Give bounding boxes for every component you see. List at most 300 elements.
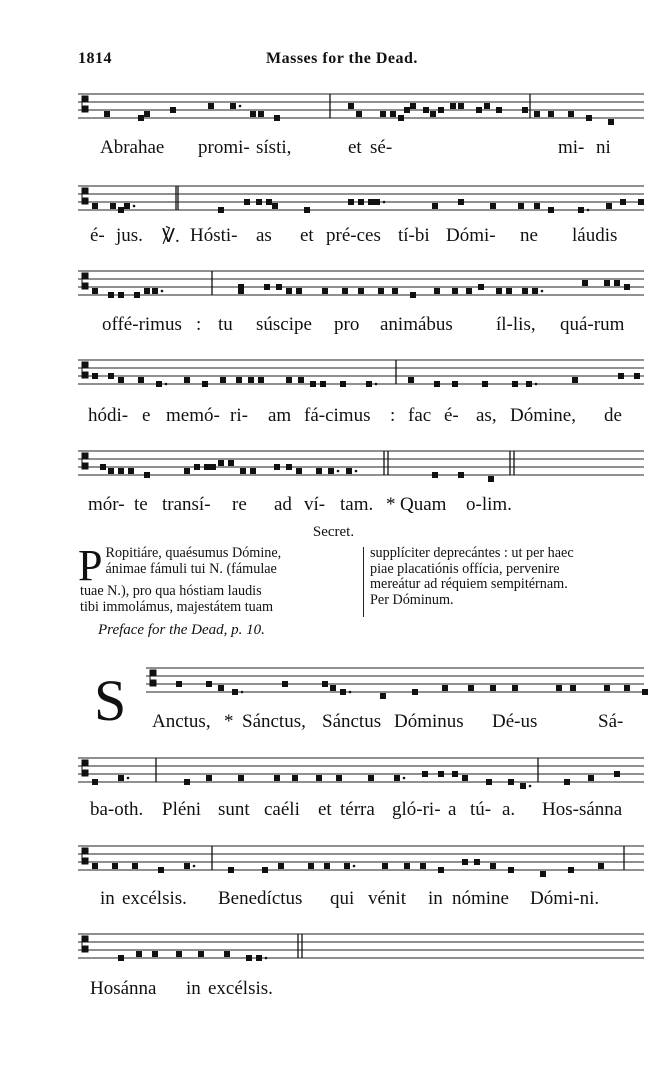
syllable: ni bbox=[596, 137, 611, 158]
syllable: Anctus, bbox=[152, 711, 211, 732]
syllable: memó- bbox=[166, 405, 220, 426]
neume bbox=[144, 111, 150, 117]
mora-dot bbox=[239, 105, 242, 108]
neume bbox=[578, 207, 584, 213]
neume bbox=[340, 381, 346, 387]
neume bbox=[548, 207, 554, 213]
neume bbox=[412, 689, 418, 695]
neume bbox=[404, 107, 410, 113]
neume bbox=[404, 863, 410, 869]
neume bbox=[638, 199, 644, 205]
syllable: é- bbox=[444, 405, 459, 426]
staff-svg bbox=[78, 352, 644, 392]
neume bbox=[540, 871, 546, 877]
neume bbox=[438, 107, 444, 113]
neume bbox=[564, 779, 570, 785]
neume bbox=[394, 775, 400, 781]
syllable: o-lim. bbox=[466, 494, 512, 515]
neume bbox=[478, 284, 484, 290]
neume bbox=[380, 693, 386, 699]
neume bbox=[474, 859, 480, 865]
neume bbox=[262, 867, 268, 873]
neume bbox=[176, 951, 182, 957]
neume bbox=[100, 464, 106, 470]
neume bbox=[486, 779, 492, 785]
syllable: offé-rimus bbox=[102, 314, 182, 335]
neume bbox=[634, 373, 640, 379]
neume bbox=[218, 460, 224, 466]
text-line: Ropitiáre, quaésumus Dómine, bbox=[105, 545, 282, 561]
neume bbox=[430, 111, 436, 117]
staff-1 bbox=[78, 86, 644, 126]
neume bbox=[356, 111, 362, 117]
staff-svg bbox=[146, 660, 644, 700]
syllable: tam. bbox=[340, 494, 374, 515]
neume bbox=[304, 207, 310, 213]
syllable: de bbox=[604, 405, 622, 426]
neume bbox=[206, 681, 212, 687]
neume bbox=[92, 373, 98, 379]
neume bbox=[382, 863, 388, 869]
neume bbox=[322, 681, 328, 687]
syllable: térra bbox=[340, 799, 375, 820]
neume bbox=[508, 779, 514, 785]
neume bbox=[512, 381, 518, 387]
staff-svg bbox=[78, 178, 644, 218]
neume bbox=[522, 107, 528, 113]
syllable: é- bbox=[90, 225, 105, 246]
neume bbox=[476, 107, 482, 113]
neume bbox=[496, 288, 502, 294]
neume bbox=[296, 288, 302, 294]
neume bbox=[322, 288, 328, 294]
neume bbox=[320, 381, 326, 387]
neume bbox=[598, 863, 604, 869]
neume bbox=[136, 951, 142, 957]
mora-dot bbox=[529, 785, 532, 788]
syllable: excélsis. bbox=[122, 888, 187, 909]
staff-8 bbox=[78, 838, 644, 878]
neume bbox=[496, 107, 502, 113]
syllable: in bbox=[428, 888, 443, 909]
neume bbox=[124, 203, 130, 209]
syllable: promi- bbox=[198, 137, 250, 158]
secret-left-column bbox=[78, 541, 360, 615]
neume bbox=[434, 288, 440, 294]
neume bbox=[422, 771, 428, 777]
neume bbox=[272, 203, 278, 209]
neume bbox=[380, 111, 386, 117]
neume bbox=[316, 775, 322, 781]
neume bbox=[138, 115, 144, 121]
syllable: Sánctus, bbox=[242, 711, 306, 732]
neume bbox=[286, 377, 292, 383]
neume bbox=[348, 103, 354, 109]
syllable: Dé-us bbox=[492, 711, 538, 732]
neume bbox=[408, 377, 414, 383]
syllable: quá-rum bbox=[560, 314, 625, 335]
neume bbox=[112, 863, 118, 869]
neume bbox=[336, 775, 342, 781]
neume bbox=[438, 771, 444, 777]
secret-heading: Secret. bbox=[312, 524, 355, 540]
mora-dot bbox=[355, 470, 358, 473]
neume bbox=[458, 472, 464, 478]
syllable: in bbox=[186, 978, 201, 999]
neume bbox=[432, 203, 438, 209]
drop-cap: P bbox=[78, 541, 103, 590]
syllable: animábus bbox=[380, 314, 453, 335]
neume bbox=[236, 377, 242, 383]
neume bbox=[258, 377, 264, 383]
neume bbox=[624, 284, 630, 290]
neume bbox=[410, 103, 416, 109]
neume bbox=[158, 867, 164, 873]
neume bbox=[184, 863, 190, 869]
neume bbox=[452, 771, 458, 777]
mora-dot bbox=[375, 383, 378, 386]
neume bbox=[466, 288, 472, 294]
neume bbox=[244, 199, 250, 205]
syllable: nómine bbox=[452, 888, 509, 909]
neume bbox=[568, 867, 574, 873]
neume bbox=[248, 377, 254, 383]
text-line: tuae N.), pro qua hóstiam laudis bbox=[80, 583, 262, 599]
neume bbox=[256, 955, 262, 961]
mora-dot bbox=[535, 383, 538, 386]
syllable: Quam bbox=[400, 494, 447, 515]
syllable: et bbox=[300, 225, 314, 246]
clef-icon bbox=[82, 848, 88, 864]
neume bbox=[276, 284, 282, 290]
neume bbox=[608, 119, 614, 125]
neume bbox=[328, 468, 334, 474]
neume bbox=[348, 199, 354, 205]
neume bbox=[490, 685, 496, 691]
syllable: : bbox=[390, 405, 396, 426]
syllable: sé- bbox=[370, 137, 393, 158]
neume bbox=[258, 111, 264, 117]
syllable: tu bbox=[218, 314, 233, 335]
clef-icon bbox=[150, 670, 156, 686]
neume bbox=[522, 288, 528, 294]
neume bbox=[606, 203, 612, 209]
neume bbox=[378, 288, 384, 294]
staff-svg bbox=[78, 443, 644, 483]
neume bbox=[274, 464, 280, 470]
neume bbox=[346, 468, 352, 474]
syllable: Sánctus bbox=[322, 711, 382, 732]
syllable: Dóminus bbox=[394, 711, 464, 732]
syllable: ba-oth. bbox=[90, 799, 144, 820]
neume bbox=[152, 951, 158, 957]
neume bbox=[604, 280, 610, 286]
syllable: * bbox=[224, 711, 234, 732]
syllable: vénit bbox=[368, 888, 406, 909]
preface-note: Preface for the Dead, p. 10. bbox=[98, 622, 265, 638]
staff-7 bbox=[78, 750, 644, 790]
neume bbox=[118, 468, 124, 474]
neume bbox=[206, 775, 212, 781]
syllable: Hos-sánna bbox=[542, 799, 623, 820]
neume bbox=[438, 867, 444, 873]
neume bbox=[614, 771, 620, 777]
neume bbox=[228, 867, 234, 873]
syllable: gló-ri- bbox=[392, 799, 441, 820]
neume bbox=[198, 951, 204, 957]
text-line: piae placatiónis offícia, pervenire bbox=[370, 560, 560, 577]
syllable: re bbox=[232, 494, 247, 515]
mora-dot bbox=[349, 691, 352, 694]
neume bbox=[358, 288, 364, 294]
neume bbox=[358, 199, 364, 205]
neume bbox=[614, 280, 620, 286]
neume bbox=[624, 685, 630, 691]
neume bbox=[452, 288, 458, 294]
syllable: pro bbox=[334, 314, 360, 335]
neume bbox=[490, 203, 496, 209]
neume bbox=[246, 955, 252, 961]
neume bbox=[210, 464, 216, 470]
syllable: sísti, bbox=[256, 137, 292, 158]
neume bbox=[176, 681, 182, 687]
neume bbox=[468, 685, 474, 691]
neume bbox=[526, 381, 532, 387]
neume bbox=[310, 381, 316, 387]
neume bbox=[92, 779, 98, 785]
mora-dot bbox=[353, 865, 356, 868]
neume bbox=[490, 863, 496, 869]
neume bbox=[238, 288, 244, 294]
neume bbox=[556, 685, 562, 691]
neume bbox=[308, 863, 314, 869]
neume bbox=[92, 863, 98, 869]
syllable: transí- bbox=[162, 494, 211, 515]
neume bbox=[344, 863, 350, 869]
neume bbox=[250, 468, 256, 474]
mora-dot bbox=[383, 201, 386, 204]
neume bbox=[432, 472, 438, 478]
syllable: caéli bbox=[264, 799, 300, 820]
neume bbox=[588, 775, 594, 781]
staff-9 bbox=[78, 926, 644, 966]
syllable: Pléni bbox=[162, 799, 202, 820]
syllable: te bbox=[134, 494, 148, 515]
neume bbox=[274, 115, 280, 121]
neume bbox=[570, 685, 576, 691]
text-line: ánimae fámuli tui N. (fámulae bbox=[105, 560, 277, 577]
syllable: Hósti- bbox=[190, 225, 238, 246]
mora-dot bbox=[265, 957, 268, 960]
neume bbox=[342, 288, 348, 294]
neume bbox=[618, 373, 624, 379]
mora-dot bbox=[337, 470, 340, 473]
neume bbox=[366, 381, 372, 387]
neume bbox=[374, 199, 380, 205]
running-title: Masses for the Dead. bbox=[266, 50, 418, 67]
syllable: ad bbox=[274, 494, 292, 515]
neume bbox=[134, 292, 140, 298]
neume bbox=[582, 280, 588, 286]
text-line: supplíciter deprecántes : ut per haec bbox=[370, 545, 574, 561]
neume bbox=[104, 111, 110, 117]
neume bbox=[410, 292, 416, 298]
mora-dot bbox=[587, 209, 590, 212]
neume bbox=[534, 203, 540, 209]
clef-icon bbox=[82, 96, 88, 112]
neume bbox=[144, 472, 150, 478]
syllable: mór- bbox=[88, 494, 125, 515]
syllable: mi- bbox=[558, 137, 585, 158]
neume bbox=[232, 689, 238, 695]
neume bbox=[520, 783, 526, 789]
neume bbox=[144, 288, 150, 294]
neume bbox=[506, 288, 512, 294]
neume bbox=[250, 111, 256, 117]
neume bbox=[452, 381, 458, 387]
neume bbox=[274, 775, 280, 781]
neume bbox=[458, 199, 464, 205]
neume bbox=[316, 468, 322, 474]
neume bbox=[392, 288, 398, 294]
staff-svg bbox=[78, 926, 644, 966]
neume bbox=[208, 103, 214, 109]
neume bbox=[292, 775, 298, 781]
neume bbox=[238, 775, 244, 781]
syllable: súscipe bbox=[256, 314, 312, 335]
syllable: Dómi- bbox=[446, 225, 496, 246]
syllable: a. bbox=[502, 799, 516, 820]
mora-dot bbox=[127, 777, 130, 780]
neume bbox=[368, 775, 374, 781]
neume bbox=[92, 203, 98, 209]
neume bbox=[450, 103, 456, 109]
syllable: ℣. bbox=[162, 226, 180, 247]
syllable: * bbox=[386, 494, 396, 515]
syllable: Abrahae bbox=[100, 137, 165, 158]
neume bbox=[642, 689, 648, 695]
syllable: et bbox=[318, 799, 332, 820]
syllable: Hosánna bbox=[90, 978, 157, 999]
neume bbox=[620, 199, 626, 205]
syllable: e bbox=[142, 405, 151, 426]
neume bbox=[604, 685, 610, 691]
neume bbox=[434, 381, 440, 387]
neume bbox=[286, 464, 292, 470]
text-line: tibi immolámus, majestátem tuam bbox=[80, 598, 274, 615]
neume bbox=[586, 115, 592, 121]
neume bbox=[572, 377, 578, 383]
syllable: Sá- bbox=[598, 711, 624, 732]
syllable: as bbox=[256, 225, 272, 246]
neume bbox=[390, 111, 396, 117]
syllable: láudis bbox=[572, 225, 618, 246]
neume bbox=[108, 468, 114, 474]
syllable: a bbox=[448, 799, 457, 820]
staff-svg bbox=[78, 750, 644, 790]
clef-icon bbox=[82, 188, 88, 204]
staff-4 bbox=[78, 352, 644, 392]
mora-dot bbox=[161, 290, 164, 293]
neume bbox=[240, 468, 246, 474]
syllable: Dómine, bbox=[510, 405, 576, 426]
syllable: Benedíctus bbox=[218, 888, 303, 909]
page-number: 1814 bbox=[78, 50, 112, 67]
clef-icon bbox=[82, 273, 88, 289]
neume bbox=[110, 203, 116, 209]
neume bbox=[518, 203, 524, 209]
neume bbox=[266, 199, 272, 205]
mora-dot bbox=[403, 777, 406, 780]
secret-right-column bbox=[370, 546, 646, 608]
neume bbox=[118, 207, 124, 213]
clef-icon bbox=[82, 362, 88, 378]
syllable: hódi- bbox=[88, 405, 129, 426]
syllable: in bbox=[100, 888, 115, 909]
neume bbox=[368, 199, 374, 205]
syllable: ri- bbox=[230, 405, 248, 426]
neume bbox=[194, 464, 200, 470]
neume bbox=[512, 685, 518, 691]
text-line: mereátur ad réquiem sempitérnam. bbox=[370, 576, 568, 593]
staff-3 bbox=[78, 263, 644, 303]
neume bbox=[298, 377, 304, 383]
syllable: íl-lis, bbox=[496, 314, 536, 335]
syllable: am bbox=[268, 405, 292, 426]
neume bbox=[398, 115, 404, 121]
clef-icon bbox=[82, 453, 88, 469]
syllable: tú- bbox=[470, 799, 492, 820]
text-line: Per Dóminum. bbox=[370, 591, 454, 608]
neume bbox=[220, 377, 226, 383]
syllable: excélsis. bbox=[208, 978, 273, 999]
neume bbox=[534, 111, 540, 117]
neume bbox=[282, 681, 288, 687]
neume bbox=[128, 468, 134, 474]
mora-dot bbox=[241, 691, 244, 694]
clef-icon bbox=[82, 936, 88, 952]
neume bbox=[230, 103, 236, 109]
syllable: et bbox=[348, 137, 362, 158]
neume bbox=[118, 377, 124, 383]
syllable: ne bbox=[520, 225, 538, 246]
neume bbox=[508, 867, 514, 873]
neume bbox=[224, 951, 230, 957]
syllable: qui bbox=[330, 888, 355, 909]
syllable: tí-bi bbox=[398, 225, 430, 246]
staff-svg bbox=[78, 263, 644, 303]
neume bbox=[442, 685, 448, 691]
neume bbox=[296, 468, 302, 474]
neume bbox=[278, 863, 284, 869]
neume bbox=[132, 863, 138, 869]
neume bbox=[548, 111, 554, 117]
neume bbox=[462, 859, 468, 865]
clef-icon bbox=[82, 760, 88, 776]
neume bbox=[324, 863, 330, 869]
neume bbox=[108, 373, 114, 379]
syllable: Dómi-ni. bbox=[530, 888, 600, 909]
syllable: ví- bbox=[304, 494, 326, 515]
syllable: fá-cimus bbox=[304, 405, 371, 426]
sanctus-initial: S bbox=[94, 668, 127, 733]
mora-dot bbox=[165, 383, 168, 386]
syllable: as, bbox=[476, 405, 497, 426]
neume bbox=[218, 207, 224, 213]
neume bbox=[458, 103, 464, 109]
staff-6 bbox=[146, 660, 644, 700]
neume bbox=[423, 107, 429, 113]
